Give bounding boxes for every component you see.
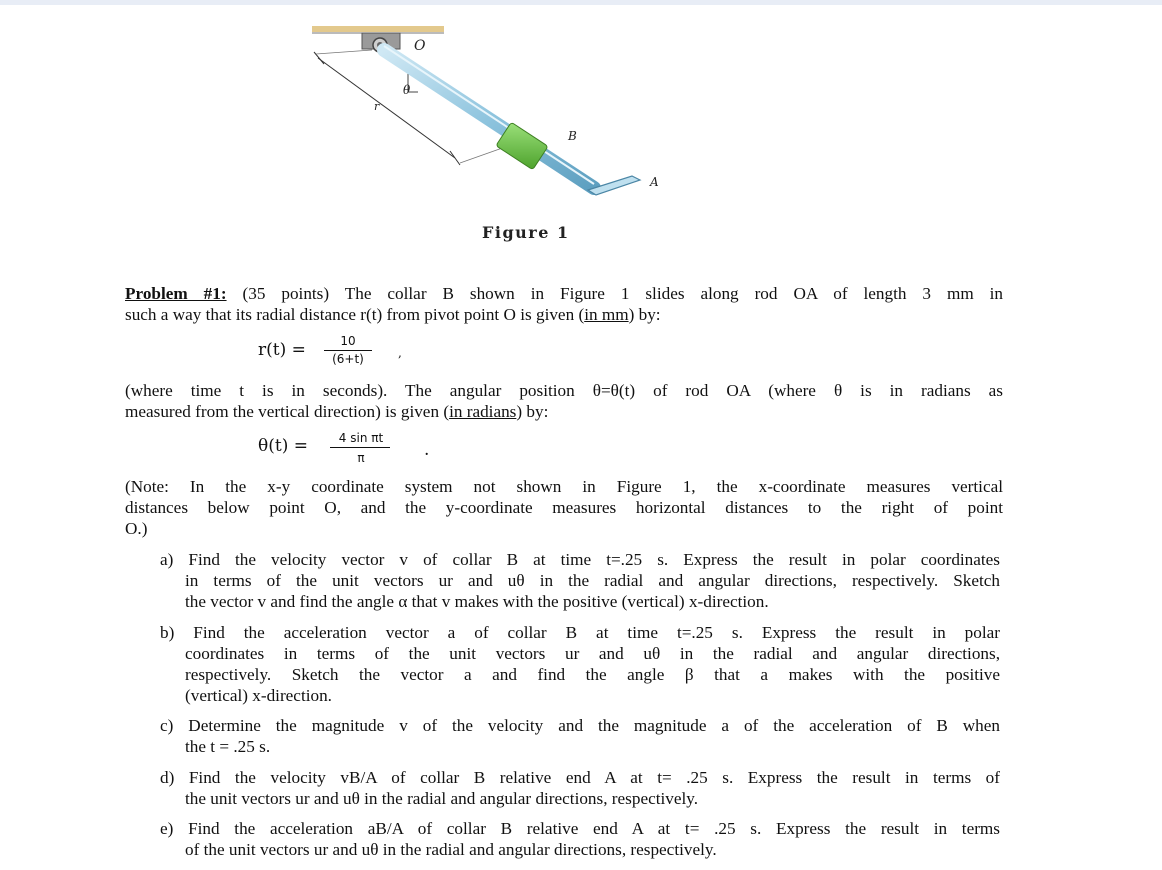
question-c-line-1: c) Determine the magnitude v of the velocity and the magnitude a of the acceleration of B when [160,716,1000,735]
problem-line-2 [125,304,1003,325]
problem-line-1 [125,283,1003,304]
label-r: r [374,100,380,113]
problem-points: (35 points) [242,284,330,303]
question-d-line-2: the unit vectors ur and uθ in the radial and angular directions, respectively. [185,789,699,808]
label-O: O [414,38,426,54]
rod-OA [384,50,594,188]
question-e [160,818,1000,860]
ceiling [312,26,444,32]
note-line-3: O.) [125,519,148,538]
question-c-line-2: the t = .25 s. [185,737,271,756]
angle-line-2 [125,401,1003,422]
question-b-line-4: (vertical) x-direction. [185,686,332,705]
eq-theta-period: . [424,440,430,460]
angle-statement [125,380,1003,422]
question-b-line-3: respectively. Sketch the vector a and find the angle β that a makes with the positive [185,665,1000,684]
dimension-line-r [318,58,455,158]
question-d-line-1: d) Find the velocity vB/A of collar B relative end A at t= .25 s. Express the result in terms of [160,768,1000,787]
eq-r-lhs: r(t) = [258,340,306,360]
note-line-1: (Note: In the x-y coordinate system not shown in Figure 1, the x-coordinate measures vertical [125,477,1003,496]
angle-line-2a: measured from the vertical direction) is given ( [125,402,450,421]
question-a-line-2: in terms of the unit vectors ur and uθ in the radial and angular directions, respectively. Sketch [185,571,1000,590]
question-e-line-1: e) Find the acceleration aB/A of collar B relative end A at t= .25 s. Express the result in terms [160,819,1000,838]
angle-line-1: (where time t is in seconds). The angular position θ=θ(t) of rod OA (where θ is in radians as [125,381,1003,400]
question-b-line-1: b) Find the acceleration vector a of collar B at time t=.25 s. Express the result in polar [160,623,1000,642]
problem-intro-1: The collar B shown in Figure 1 slides along rod OA of length 3 mm in [344,284,1004,303]
label-B: B [568,129,577,143]
eq-r-comma: , [398,346,402,360]
problem-statement [125,283,1003,325]
question-a-line-1: a) Find the velocity vector v of collar B at time t=.25 s. Express the result in polar coordinates [160,550,1000,569]
top-strip [0,0,1162,5]
figure-caption: Figure 1 [482,223,570,242]
note-paragraph [125,476,1003,539]
label-A: A [650,175,659,189]
problem-title: Problem #1: [125,284,227,303]
problem-intro-2a: such a way that its radial distance r(t) from pivot point O is given ( [125,305,585,324]
eq-r-numerator: 10 [340,334,356,348]
problem-intro-2b: ) by: [628,305,661,324]
eq-theta-numerator: 4 sin πt [338,431,384,445]
question-a [160,549,1000,612]
note-line-2: distances below point O, and the y-coordinate measures horizontal distances to the right of point [125,498,1003,517]
eq-theta-fraction-bar [330,447,390,448]
question-a-line-3: the vector v and find the angle α that v makes with the positive (vertical) x-direction. [185,592,769,611]
eq-theta-lhs: θ(t) = [258,436,308,456]
label-theta: θ [403,83,411,97]
question-d [160,767,1000,809]
eq-theta-denominator: π [357,451,365,465]
question-b [160,622,1000,706]
figure-1-diagram [300,18,700,218]
question-c [160,715,1000,757]
angle-unit: in radians [449,402,517,421]
question-b-line-2: coordinates in terms of the unit vectors ur and uθ in the radial and angular directions, [185,644,1000,663]
question-e-line-2: of the unit vectors ur and uθ in the radial and angular directions, respectively. [185,840,717,859]
problem-intro-unit: in mm [584,305,629,324]
eq-r-denominator: (6+t) [332,352,364,366]
angle-line-2b: ) by: [516,402,549,421]
eq-r-fraction-bar [324,350,372,351]
